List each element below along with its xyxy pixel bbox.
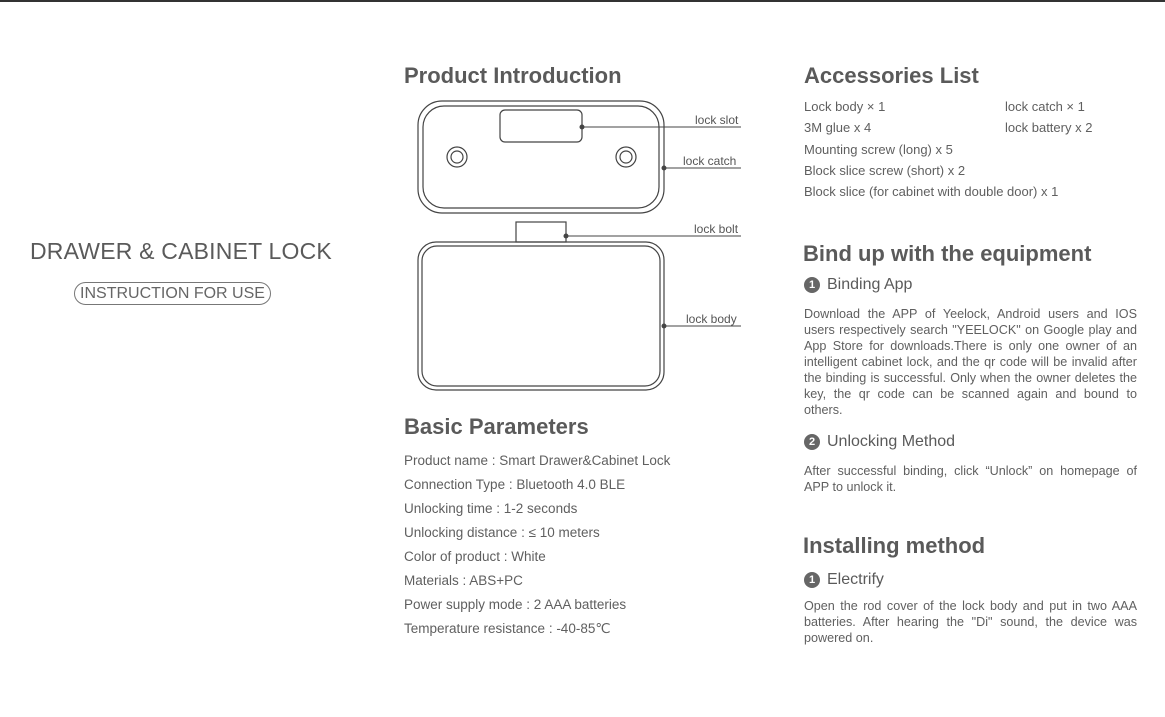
- electrify-subheading: [804, 571, 884, 589]
- lock-diagram-svg: [404, 95, 749, 395]
- accessory-item: Mounting screw (long) x 5: [804, 141, 953, 157]
- lock-body-inner-outline: [422, 246, 660, 386]
- binding-app-subheading: [804, 276, 912, 294]
- basic-params-heading: Basic Parameters: [404, 414, 589, 439]
- lock-catch-outline: [418, 101, 664, 213]
- lock-catch-inner-outline: [423, 106, 659, 208]
- product-intro-heading: Product Introduction: [404, 63, 622, 88]
- step-number-badge: 1: [804, 277, 820, 293]
- param-temperature: Temperature resistance : -40-85℃: [404, 621, 611, 636]
- screw-hole-right: [616, 147, 636, 167]
- params-list: [404, 452, 774, 644]
- lock-bolt-shape: [516, 222, 566, 242]
- param-product-name: Product name : Smart Drawer&Cabinet Lock: [404, 453, 671, 468]
- accessory-item: Block slice screw (short) x 2: [804, 162, 966, 178]
- install-heading: Installing method: [803, 533, 986, 558]
- step-number-badge: 2: [804, 434, 820, 450]
- accessory-row: [804, 162, 1144, 183]
- step-number-badge: 1: [804, 572, 820, 588]
- lock-body-outline: [418, 242, 664, 390]
- unlocking-method-title: Unlocking Method: [827, 433, 956, 450]
- unlocking-method-text: After successful binding, click “Unlock” on homepage of APP to unlock it.: [804, 464, 1137, 494]
- electrify-title: Electrify: [827, 571, 884, 588]
- screw-hole-left: [447, 147, 467, 167]
- param-color: Color of product : White: [404, 549, 546, 564]
- page-title: DRAWER & CABINET LOCK: [30, 238, 332, 264]
- param-unlocking-time: Unlocking time : 1-2 seconds: [404, 501, 578, 516]
- accessory-item: 3M glue x 4: [804, 120, 872, 136]
- callout-lock-bolt: lock bolt: [694, 222, 739, 236]
- lock-slot-shape: [500, 110, 582, 142]
- binding-app-text: Download the APP of Yeelock, Android users and IOS users respectively search "YEELOCK" on Google play and App Store for downloads.There is only one owner of an intelligent cabinet lock, and the qr code will be invalid after the binding is successful. Only when the owner deletes the key, the qr code can be scanned again and bound to others.: [804, 307, 1137, 417]
- accessory-row: [804, 183, 1144, 204]
- top-border-line: [0, 0, 1165, 2]
- param-connection-type: Connection Type : Bluetooth 4.0 BLE: [404, 477, 626, 492]
- callout-lock-catch: lock catch: [683, 154, 737, 168]
- accessory-item: lock battery x 2: [1005, 120, 1093, 136]
- electrify-text: Open the rod cover of the lock body and put in two AAA batteries. After hearing the "Di" sound, the device was powered on.: [804, 599, 1137, 645]
- callout-lock-body: lock body: [686, 312, 737, 326]
- bind-heading: Bind up with the equipment: [803, 241, 1092, 266]
- accessories-heading: Accessories List: [804, 63, 979, 88]
- accessory-item: Block slice (for cabinet with double door) x 1: [804, 184, 1059, 200]
- binding-app-title: Binding App: [827, 276, 913, 293]
- param-unlocking-distance: Unlocking distance : ≤ 10 meters: [404, 525, 600, 540]
- instruction-badge: INSTRUCTION FOR USE: [74, 282, 271, 305]
- accessory-row: [804, 119, 1144, 140]
- accessories-list: [804, 98, 1144, 204]
- product-diagram: [404, 95, 749, 395]
- param-power-supply: Power supply mode : 2 AAA batteries: [404, 597, 627, 612]
- accessory-item: Lock body × 1: [804, 99, 886, 114]
- accessory-row: [804, 98, 1144, 119]
- callout-lock-slot: lock slot: [695, 113, 739, 127]
- param-materials: Materials : ABS+PC: [404, 573, 523, 588]
- accessory-row: [804, 141, 1144, 162]
- unlocking-method-subheading: [804, 433, 955, 451]
- accessory-item: lock catch × 1: [1005, 99, 1085, 114]
